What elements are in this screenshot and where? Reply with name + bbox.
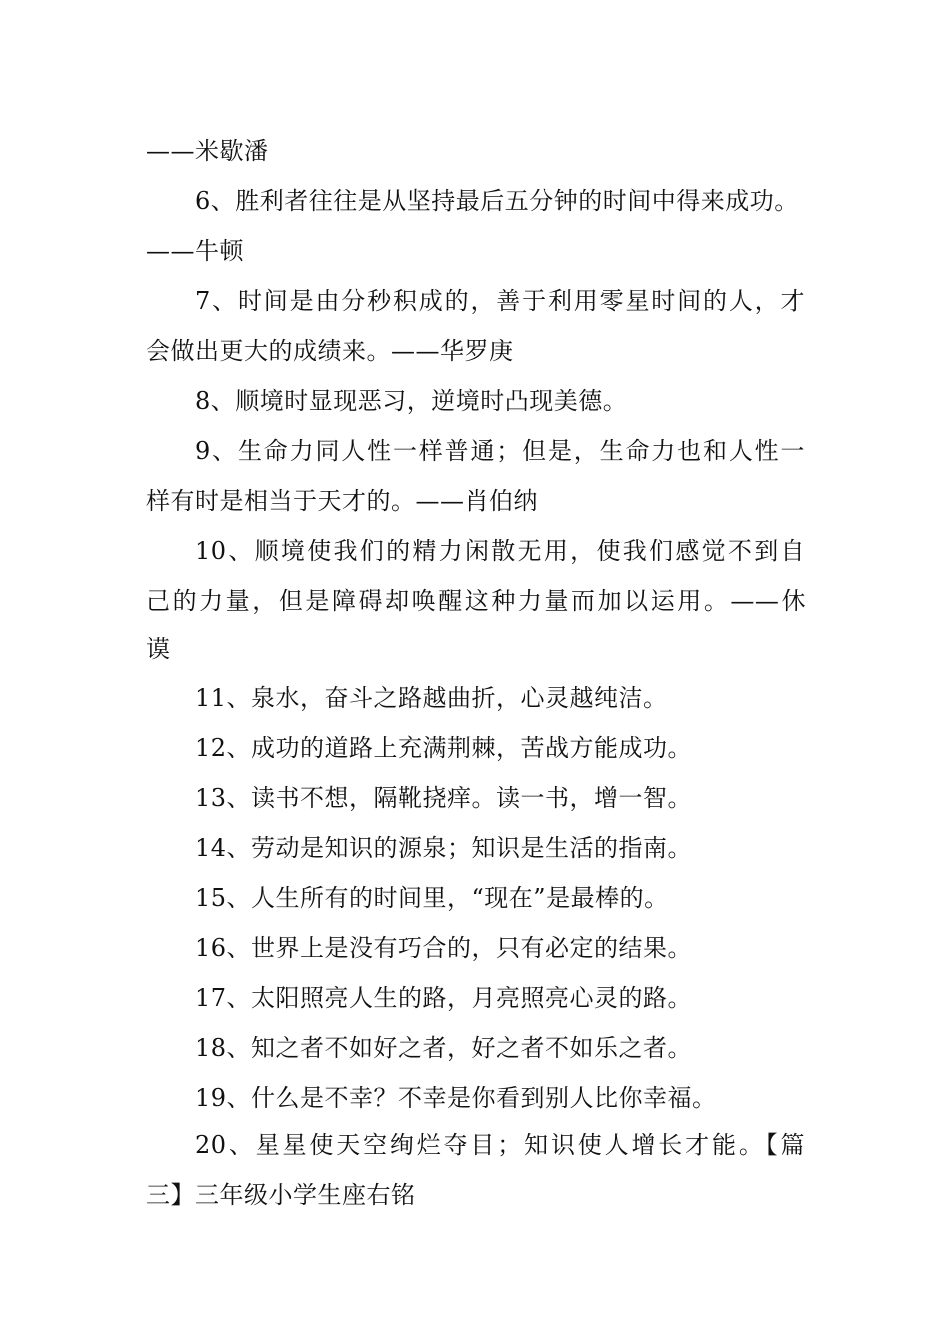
text-line-quote-11: 11、泉水，奋斗之路越曲折，心灵越纯洁。 [195,684,668,712]
text-line-author-mixipan: ——米歇潘 [146,137,269,165]
text-line-quote-9-cont: 样有时是相当于天才的。——肖伯纳 [146,487,538,515]
text-line-quote-8: 8、顺境时显现恶习，逆境时凸现美德。 [195,387,628,415]
text-line-quote-9: 9、生命力同人性一样普通；但是，生命力也和人性一 [195,437,805,465]
text-line-quote-10-cont: 己的力量，但是障碍却唤醒这种力量而加以运用。——休 [146,587,806,615]
text-line-quote-19: 19、什么是不幸？不幸是你看到别人比你幸福。 [195,1084,717,1112]
text-line-quote-17: 17、太阳照亮人生的路，月亮照亮心灵的路。 [195,984,693,1012]
text-line-quote-6: 6、胜利者往往是从坚持最后五分钟的时间中得来成功。 [195,187,799,215]
text-line-quote-18: 18、知之者不如好之者，好之者不如乐之者。 [195,1034,693,1062]
text-line-quote-13: 13、读书不想，隔靴挠痒。读一书，增一智。 [195,784,693,812]
text-line-quote-10: 10、顺境使我们的精力闲散无用，使我们感觉不到自 [195,537,805,565]
text-line-section-heading: 三】三年级小学生座右铭 [146,1181,416,1209]
text-line-quote-12: 12、成功的道路上充满荆棘，苦战方能成功。 [195,734,693,762]
text-line-quote-14: 14、劳动是知识的源泉；知识是生活的指南。 [195,834,693,862]
text-line-quote-15: 15、人生所有的时间里，“现在”是最棒的。 [195,884,669,912]
text-line-author-niudun: ——牛顿 [146,237,244,265]
text-line-quote-16: 16、世界上是没有巧合的，只有必定的结果。 [195,934,693,962]
text-line-quote-7: 7、时间是由分秒积成的，善于利用零星时间的人，才 [195,287,805,315]
text-line-author-xiumo: 谟 [146,635,171,663]
text-line-quote-7-cont: 会做出更大的成绩来。——华罗庚 [146,337,514,365]
text-line-quote-20: 20、星星使天空绚烂夺目；知识使人增长才能。【篇 [195,1131,805,1159]
